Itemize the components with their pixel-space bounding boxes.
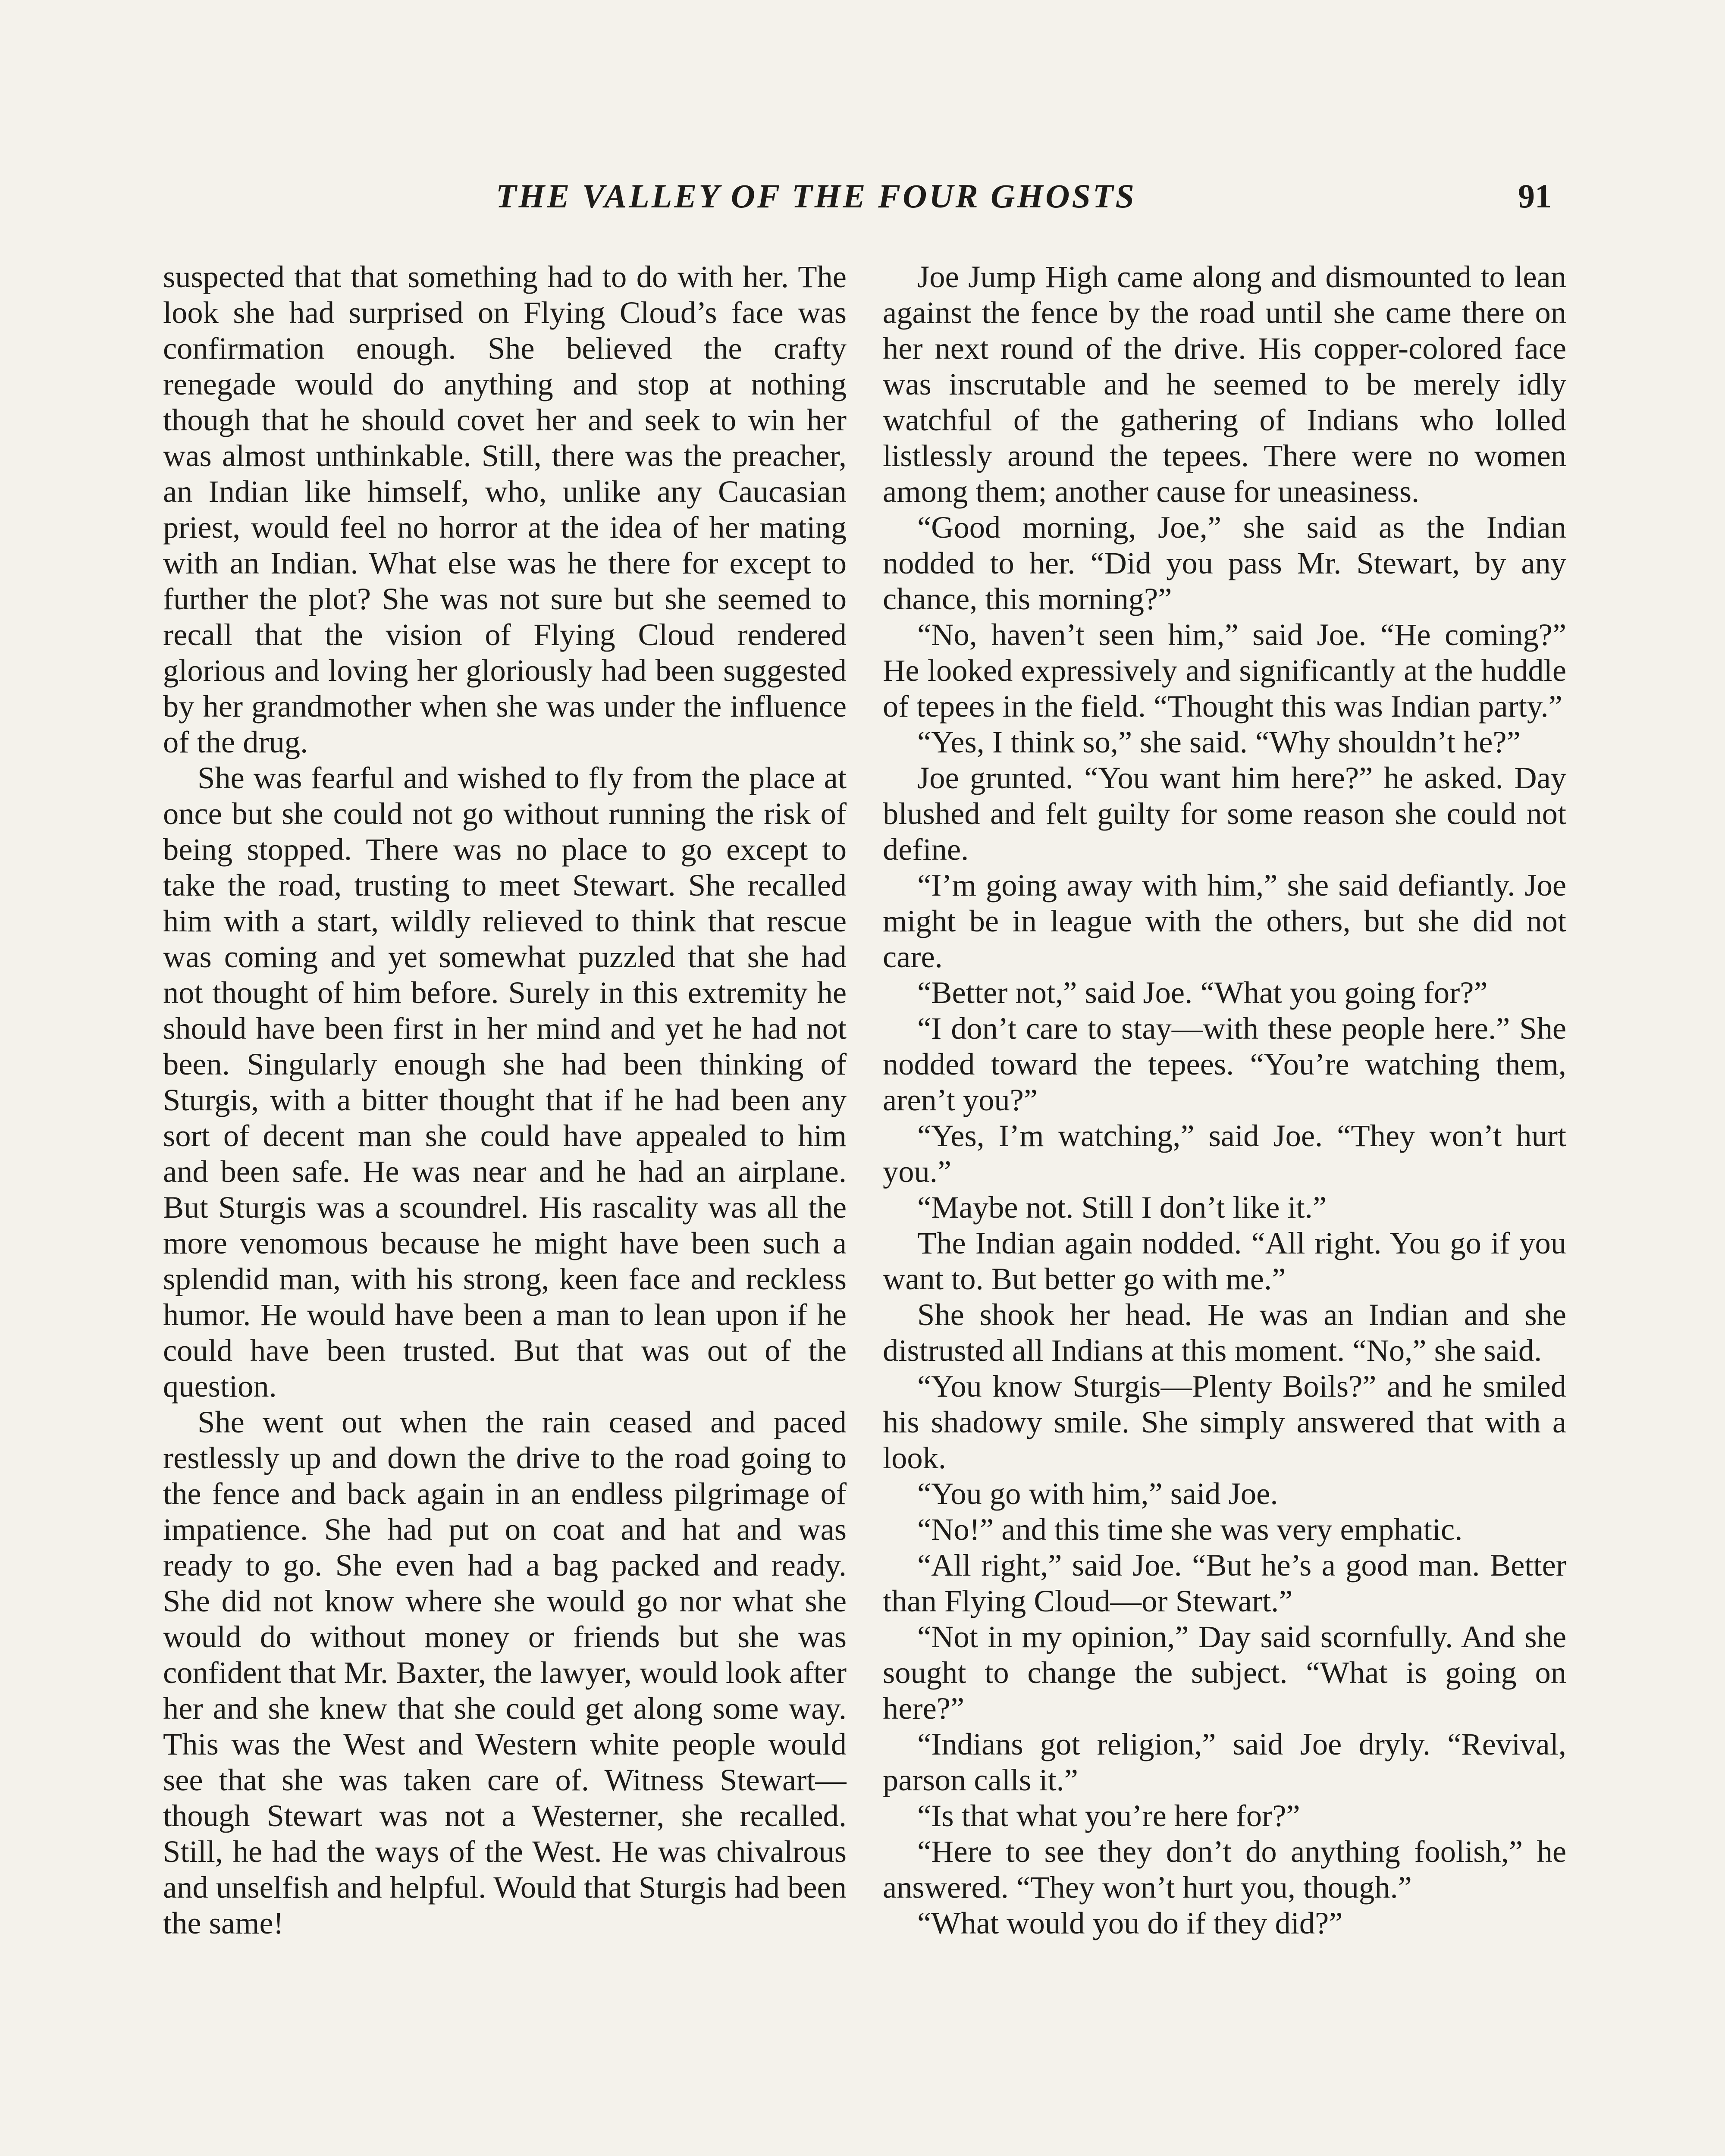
paragraph: “You know Sturgis—Plenty Boils?” and he smiled his shadowy smile. She simply answered that with a look. (883, 1369, 1566, 1475)
paragraph: “Better not,” said Joe. “What you going for?” (917, 975, 1488, 1010)
paragraph: “What would you do if they did?” (917, 1905, 1343, 1940)
paragraph: “You go with him,” said Joe. (917, 1476, 1278, 1511)
right-column (883, 259, 1566, 2156)
paragraph: “Indians got religion,” said Joe dryly. “Revival, parson calls it.” (883, 1727, 1566, 1797)
paragraph: She was fearful and wished to fly from the place at once but she could not go without running the risk of being stopped. There was no place to go except to take the road, trusting to meet Stewart. She recalled him with a start, wildly relieved to think that rescue was coming and yet somewhat puzzled that she had not thought of him before. Surely in this extremity he should have been first in her mind and yet he had not been. Singularly enough she had been thinking of Sturgis, with a bitter thought that if he had been any sort of decent man she could have appealed to him and been safe. He was near and he had an airplane. But Sturgis was a scoundrel. His rascality was all the more venomous because he might have been such a splendid man, with his strong, keen face and reckless humor. He would have been a man to lean upon if he could have been trusted. But that was out of the question. (163, 760, 847, 1404)
paragraph: The Indian again nodded. “All right. You go if you want to. But better go with me.” (883, 1225, 1566, 1296)
paragraph: “No, haven’t seen him,” said Joe. “He coming?” He looked expressively and significantly at the huddle of tepees in the field. “Thought this was Indian party.” (883, 617, 1566, 724)
paragraph: “Here to see they don’t do anything foolish,” he answered. “They won’t hurt you, though.” (883, 1834, 1566, 1905)
left-column (163, 259, 847, 2156)
paragraph: “Yes, I’m watching,” said Joe. “They won’t hurt you.” (883, 1118, 1566, 1189)
paragraph: “Not in my opinion,” Day said scornfully. And she sought to change the subject. “What is going on here?” (883, 1619, 1566, 1726)
paragraph: “Is that what you’re here for?” (917, 1798, 1300, 1833)
paragraph: She shook her head. He was an Indian and she distrusted all Indians at this moment. “No,” she said. (883, 1297, 1566, 1368)
paragraph: “All right,” said Joe. “But he’s a good man. Better than Flying Cloud—or Stewart.” (883, 1548, 1566, 1618)
paragraph: Joe Jump High came along and dismounted to lean against the fence by the road until she came there on her next round of the drive. His copper-colored face was inscrutable and he seemed to be merely idly watchful of the gathering of Indians who lolled listlessly around the tepees. There were no women among them; another cause for uneasiness. (883, 259, 1566, 509)
paragraph: “Yes, I think so,” she said. “Why shouldn’t he?” (917, 724, 1521, 759)
paragraph: Joe grunted. “You want him here?” he asked. Day blushed and felt guilty for some reason she could not define. (883, 760, 1566, 867)
paragraph: “I’m going away with him,” she said defiantly. Joe might be in league with the others, but she did not care. (883, 868, 1566, 974)
paragraph: “No!” and this time she was very emphatic. (917, 1512, 1463, 1547)
page-number: 91 (1518, 177, 1552, 215)
running-title: THE VALLEY OF THE FOUR GHOSTS (496, 177, 1136, 215)
paragraph: “I don’t care to stay—with these people here.” She nodded toward the tepees. “You’re watching them, aren’t you?” (883, 1011, 1566, 1117)
paragraph: “Good morning, Joe,” she said as the Indian nodded to her. “Did you pass Mr. Stewart, by any chance, this morning?” (883, 510, 1566, 616)
paragraph: suspected that that something had to do with her. The look she had surprised on Flying Cloud’s face was confirmation enough. She believed the crafty renegade would do anything and stop at nothing though that he should covet her and seek to win her was almost unthinkable. Still, there was the preacher, an Indian like himself, who, unlike any Caucasian priest, would feel no horror at the idea of her mating with an Indian. What else was he there for except to further the plot? She was not sure but she seemed to recall that the vision of Flying Cloud rendered glorious and loving her gloriously had been suggested by her grandmother when she was under the influence of the drug. (163, 259, 847, 759)
paragraph: “Maybe not. Still I don’t like it.” (917, 1190, 1327, 1225)
paragraph: She went out when the rain ceased and paced restlessly up and down the drive to the road going to the fence and back again in an endless pilgrimage of impatience. She had put on coat and hat and was ready to go. She even had a bag packed and ready. She did not know where she would go nor what she would do without money or friends but she was confident that Mr. Baxter, the lawyer, would look after her and she knew that she could get along some way. This was the West and Western white people would see that she was taken care of. Witness Stewart—though Stewart was not a Westerner, she recalled. Still, he had the ways of the West. He was chivalrous and unselfish and helpful. Would that Sturgis had been the same! (163, 1404, 847, 1940)
